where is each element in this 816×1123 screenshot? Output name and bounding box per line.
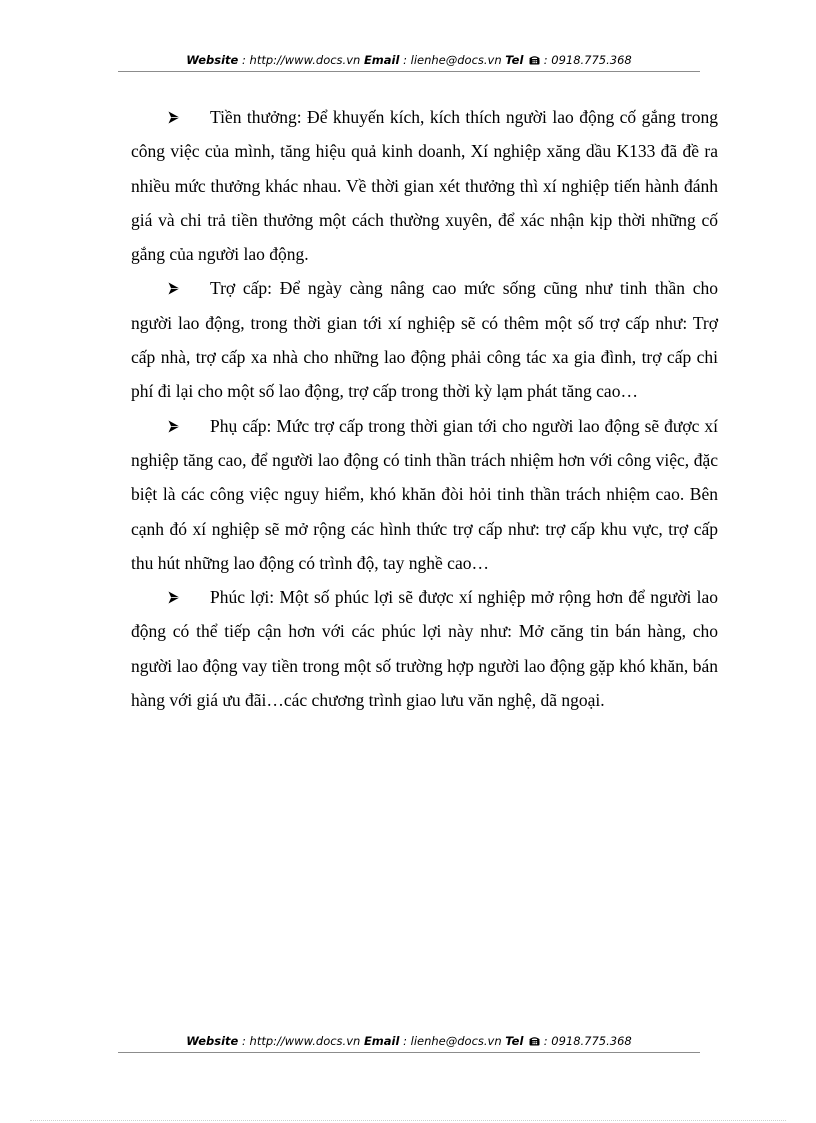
header-email-link[interactable]: : lienhe@docs.vn: [399, 53, 506, 67]
arrow-bullet-icon: [168, 271, 210, 305]
header-contact-line: [186, 50, 631, 69]
arrow-bullet-icon: [168, 409, 210, 443]
footer-contact-line: [186, 1031, 631, 1050]
footer-website-link[interactable]: : http://www.docs.vn: [238, 1034, 364, 1048]
header-email-label: Email: [363, 53, 400, 67]
footer-email-link[interactable]: : lienhe@docs.vn: [399, 1034, 506, 1048]
footer-website-label: Website: [186, 1034, 239, 1048]
telephone-icon: [529, 1033, 540, 1043]
paragraph-text: Tiền thưởng: Để khuyến kích, kích thích người lao động cố gắng trong công việc của mình, tăng hiệu quả kinh doanh, Xí nghiệp xăng dầu K133 đã đề ra nhiều mức thưởng khác nhau. Về thời gian xét thưởng thì xí nghiệp tiến hành đánh giá và chi trả tiền thưởng một cách thường xuyên, để xác nhận kịp thời những cố gắng của người lao động.: [131, 107, 718, 265]
paragraph-text: Phúc lợi: Một số phúc lợi sẽ được xí nghiệp mở rộng hơn để người lao động có thể tiếp cận hơn với các phúc lợi này như: Mở căng tin bán hàng, cho người lao động vay tiền trong một số trường hợp người lao động gặp khó khăn, bán hàng với giá ưu đãi…các chương trình giao lưu văn nghệ, dã ngoại.: [131, 587, 718, 711]
paragraph-phuc-loi: [131, 580, 718, 717]
page-footer: [118, 1031, 700, 1053]
document-body: [131, 100, 718, 717]
header-website-link[interactable]: : http://www.docs.vn: [238, 53, 364, 67]
footer-email-label: Email: [363, 1034, 400, 1048]
paragraph-tien-thuong: [131, 100, 718, 271]
header-rule: [118, 71, 700, 72]
paragraph-phu-cap: [131, 409, 718, 580]
header-tel-value: : 0918.775.368: [543, 53, 632, 67]
header-website-label: Website: [186, 53, 239, 67]
footer-rule: [118, 1052, 700, 1053]
page-bottom-divider: [30, 1120, 786, 1121]
paragraph-tro-cap: [131, 271, 718, 408]
footer-tel-label: Tel: [505, 1034, 524, 1048]
telephone-icon: [529, 52, 540, 62]
header-tel-label: Tel: [505, 53, 524, 67]
footer-tel-value: : 0918.775.368: [543, 1034, 632, 1048]
paragraph-text: Trợ cấp: Để ngày càng nâng cao mức sống cũng như tinh thần cho người lao động, trong thời gian tới xí nghiệp sẽ có thêm một số trợ cấp như: Trợ cấp nhà, trợ cấp xa nhà cho những lao động phải công tác xa gia đình, trợ cấp chi phí đi lại cho một số lao động, trợ cấp trong thời kỳ lạm phát tăng cao…: [131, 278, 718, 402]
paragraph-text: Phụ cấp: Mức trợ cấp trong thời gian tới cho người lao động sẽ được xí nghiệp tăng cao, để người lao động có tinh thần trách nhiệm hơn với công việc, đặc biệt là các công việc nguy hiểm, khó khăn đòi hỏi tinh thần trách nhiệm cao. Bên cạnh đó xí nghiệp sẽ mở rộng các hình thức trợ cấp như: trợ cấp khu vực, trợ cấp thu hút những lao động có trình độ, tay nghề cao…: [131, 415, 718, 573]
arrow-bullet-icon: [168, 100, 210, 134]
arrow-bullet-icon: [168, 580, 210, 614]
page-header: [118, 50, 700, 72]
